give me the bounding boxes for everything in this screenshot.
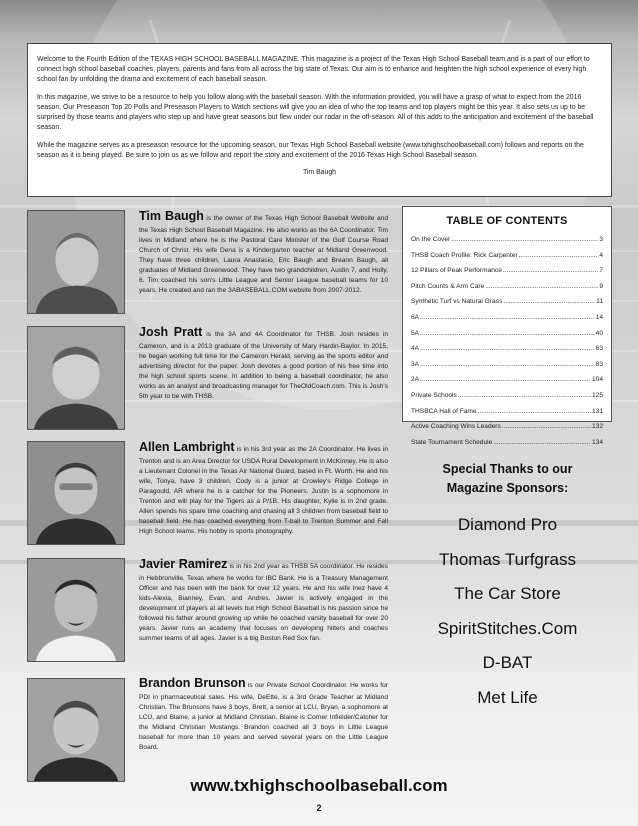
toc-entry-page: 125 <box>591 391 603 399</box>
sponsor-name: Diamond Pro <box>457 515 558 534</box>
thanks-line: Special Thanks to our <box>442 462 573 476</box>
toc-entry[interactable] <box>411 341 603 357</box>
toc-entry[interactable] <box>411 388 603 404</box>
toc-entry-page: 104 <box>591 376 603 384</box>
sponsor-name: Thomas Turfgrass <box>439 549 576 569</box>
staff-bio <box>139 438 388 537</box>
toc-entry-label: Private Schools <box>411 391 457 399</box>
sponsor-thanks-heading <box>405 460 610 499</box>
toc-entry-page: 132 <box>591 423 603 431</box>
toc-title: TABLE OF CONTENTS <box>446 215 568 227</box>
toc-entry-label: 12 Pillars of Peak Performance <box>411 267 502 275</box>
toc-entry-label: Synthetic Turf vs Natural Grass <box>411 298 503 306</box>
staff-name: Allen Lambright <box>139 440 235 454</box>
staff-bio <box>139 323 388 402</box>
toc-entry-label: Pitch Counts & Arm Care <box>411 282 485 290</box>
toc-entry[interactable] <box>411 326 603 342</box>
sponsor-name: Met Life <box>477 687 538 707</box>
intro-letter <box>27 43 612 197</box>
toc-entry[interactable] <box>411 310 603 326</box>
staff-photo-josh-pratt <box>27 326 125 430</box>
toc-entry[interactable] <box>411 294 603 310</box>
toc-entry-label: Active Coaching Wins Leaders <box>411 423 501 431</box>
table-of-contents <box>402 206 612 446</box>
thanks-line: Magazine Sponsors: <box>446 481 569 496</box>
staff-name: Tim Baugh <box>139 209 204 223</box>
staff-bio-text: is our Private School Coordinator. He works for PDI in pharmaceutical sales. His wife, DeEtte, is a 3rd Grade Teacher at Midland Christian. The Brunsons have 3 boys, Brett, a senior at LCU, Bryan, a sophomore at LCU, and Blaine, a junior at Midland Christian. Blaine is Corner Infielder/Catcher for the Midland Christian Mustangs. Brandon coached all 3 boys in Little League baseball for more than 10 years and served several years on the Little League Board. <box>139 682 388 752</box>
staff-photo-javier-ramirez <box>27 558 125 662</box>
toc-entry-page: 134 <box>591 438 603 446</box>
sponsor-list <box>405 508 610 715</box>
toc-entry-page: 131 <box>591 407 603 415</box>
toc-entry-page: 63 <box>595 345 603 353</box>
toc-entry-label: 3A <box>411 360 420 368</box>
staff-bio <box>139 674 388 753</box>
toc-entry-page: 9 <box>599 282 603 290</box>
staff-photo-tim-baugh <box>27 210 125 314</box>
staff-bio-text: is in his 2nd year as THSB 5A coordinator. He resides in Hebbronville, Texas where he works for IBC Bank. He is a Treasury Management Officer and has been with the bank for over 12 years. He and his wife Inez have 4 kids-Alexia, Bianney, Evan, and Andres. Javier is actively engaged in the development of players at all levels but High School Baseball is his passion since he followed his father around growing up while he coached varsity baseball for over 20 years. Javier runs an academy that focuses on developing hitters and coaches summer teams of all ages. Javier is a big Boston Red Sox fan. <box>139 563 388 643</box>
staff-bio-text: is in his 3rd year as the 2A Coordinator. He lives in Trenton and is an Area Director for USDA Rural Development in McKinney. He is also a Lieutenant Colonel in the Texas Air National Guard, based in Ft. Worth. He and his wife, Tonya, have 3 children. Cody is a junior at Crowley's Ridge College in Paragould, AR where he is a catcher for the Pioneers. Justin is a sophomore in Trenton and will play for the Tigers as a P/1B. His daughter, Kylie is in 2nd grade. Allen spends his spare time coaching and chasing all 3 children from baseball field to baseball field. He has coached everything from T-ball to Trenton Summer and Fall High School teams. His hobby is sports photography. <box>139 446 388 536</box>
toc-entry-label: 6A <box>411 313 420 321</box>
staff-name: Brandon Brunson <box>139 676 246 690</box>
sponsor-name: The Car Store <box>454 584 561 603</box>
intro-paragraph: Welcome to the Fourth Edition of the TEXAS HIGH SCHOOL BASEBALL MAGAZINE. This magazine is a project of the Texas High School Baseball team and is a part of our effort to connect high school baseball coaches, players, parents and fans from all across the big state of Texas. Our aim is to enhance and heighten the high school experience of every high school fan by unfolding the drama and excitement of each baseball season. <box>37 56 590 83</box>
staff-bio <box>139 555 388 644</box>
toc-entry-label: 5A <box>411 329 420 337</box>
intro-paragraph: While the magazine serves as a preseason resource for the upcoming season, our Texas High School Baseball website (www.txhighschoolbaseball.com) follows and reports on the season as it is being played. Be sure to join us as we follow and report the story and excitement of the 2016 Texas High School Baseball season. <box>37 141 584 159</box>
staff-bio-text: is the 3A and 4A Coordinator for THSB. Josh resides in Cameron, and is a 2013 graduate of the University of Mary Hardin-Baylor. In 2015, he began working full time for the Cameron Herald, serving as the sports editor and advertising director for the paper. Josh devotes a good portion of his free time into the high school sports scene. In addition to being a baseball coordinator, he also works as an analyst and broadcasting manager for TheOldCoach.com. This is Josh's 5th year to be with THSB. <box>139 331 388 401</box>
toc-entry-label: State Tournament Schedule <box>411 438 493 446</box>
toc-entry-page: 83 <box>595 360 603 368</box>
toc-entry[interactable] <box>411 435 603 451</box>
toc-entry[interactable] <box>411 263 603 279</box>
toc-entry-label: THSB Coach Profile: Rick Carpenter <box>411 251 518 259</box>
toc-entry-page: 4 <box>599 251 603 259</box>
toc-entry[interactable] <box>411 419 603 435</box>
toc-entry-page: 11 <box>596 298 603 306</box>
intro-signature: Tim Baugh <box>302 169 337 177</box>
toc-entry[interactable] <box>411 279 603 295</box>
sponsor-name: D-BAT <box>482 653 533 672</box>
toc-entry-page: 14 <box>595 313 603 321</box>
toc-entry[interactable] <box>411 357 603 373</box>
toc-entry-page: 40 <box>595 329 603 337</box>
toc-entry-page: 3 <box>599 236 603 243</box>
toc-entry-label: On the Cover <box>411 236 451 243</box>
website-link[interactable]: www.txhighschoolbaseball.com <box>190 776 448 795</box>
intro-paragraph: In this magazine, we strive to be a resource to help you follow along with the baseball season. With the information provided, you will have a grasp of what to expect from the 2016 season. Our Preseason Top 20 Polls and Preseason Players to Watch sections will give you an idea of who the top teams and top players might be this year. It also sets us up to be surprised by those teams and players who step up and have great seasons but flew under our radar in the off-season. All of this adds to the anticipation and excitement of the baseball season. <box>37 93 594 131</box>
toc-entry-label: 4A <box>411 345 420 353</box>
staff-name: Javier Ramirez <box>139 557 228 571</box>
toc-entry-label: THSBCA Hall of Fame <box>411 407 477 415</box>
toc-entry[interactable] <box>411 372 603 388</box>
staff-bio <box>139 207 388 296</box>
toc-entry-label: 2A <box>411 376 420 384</box>
staff-photo-brandon-brunson <box>27 678 125 782</box>
staff-photo-allen-lambright <box>27 441 125 545</box>
toc-entry[interactable] <box>411 404 603 420</box>
toc-entry[interactable] <box>411 248 603 264</box>
sponsor-name: SpiritStitches.Com <box>437 618 578 638</box>
page-number: 2 <box>316 803 322 813</box>
staff-name: Josh Pratt <box>139 325 203 339</box>
staff-bio-text: is the owner of the Texas High School Baseball Website and the Texas High School Baseball Magazine. He also works as the 6A Coordinator. Tim lives in Midland where he is the Pastoral Care Minister of the Golf Course Road Church of Christ. His wife Dena is a Kindergarten teacher at Midland Greenwood. They have three children, Laura Anastasio, Eric Baugh and Breann Baugh, all graduates of Midland Greenwood. They have two grandchildren, Austin 7, and Holly, 6. Tim coached his son's Little League and Senior League baseball teams for 10 years. He created and ran the 3ABASEBALL.COM website from 2007-2012. <box>139 215 388 295</box>
toc-entry[interactable] <box>411 232 603 248</box>
toc-entry-page: 7 <box>599 267 603 275</box>
